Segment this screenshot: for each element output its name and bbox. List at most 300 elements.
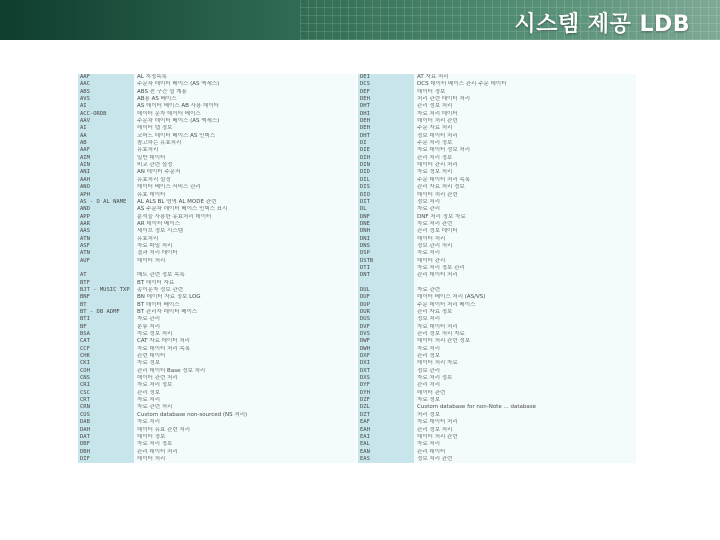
code-cell: DIE (358, 147, 414, 154)
page-title: 시스템 제공 LDB (514, 12, 690, 37)
code-cell: DBH (78, 449, 134, 456)
description-cell (134, 265, 356, 272)
description-cell: 데이터 관리 (414, 258, 636, 265)
left-table (78, 74, 356, 463)
code-cell: AAF (78, 147, 134, 154)
description-cell: 자료 처리 정보 관리 (414, 265, 636, 272)
description-cell: AN 데이터 주문처 (134, 169, 356, 176)
code-cell: AI (78, 125, 134, 132)
left-table-row (78, 265, 356, 272)
left-table-row (78, 302, 356, 309)
left-table-row (78, 397, 356, 404)
right-table-row (358, 81, 636, 88)
right-table-row (358, 316, 636, 323)
description-cell: 주문 처리 정보 (414, 140, 636, 147)
code-cell: AIM (78, 155, 134, 162)
description-cell: AL ALS BL 영역 AL MODE 관련 (134, 199, 356, 206)
right-table-row (358, 199, 636, 206)
description-cell: 데이터 처리 관련 (414, 118, 636, 125)
right-table-row (358, 89, 636, 96)
description-cell: 유효처리 설정 (134, 177, 356, 184)
code-cell: AB (78, 140, 134, 147)
right-table-row (358, 368, 636, 375)
description-cell: 유효처리 (134, 147, 356, 154)
code-cell: AUF (78, 258, 134, 265)
description-cell: 자료 정보 처리 (134, 331, 356, 338)
left-table-row (78, 89, 356, 96)
description-cell: 데이터 처리 (134, 456, 356, 463)
code-cell: BT (78, 302, 134, 309)
description-cell: 자료 처리 정보 (134, 382, 356, 389)
description-cell: 데이터 처리 자료 (414, 360, 636, 367)
left-table-row (78, 375, 356, 382)
description-cell: 자료 관련 (414, 287, 636, 294)
right-table-row (358, 155, 636, 162)
right-table-row (358, 162, 636, 169)
code-cell: AVS (78, 96, 134, 103)
description-cell: 정보 데이터 처리 (414, 133, 636, 140)
description-cell: 자료 관리 (414, 206, 636, 213)
left-table-row (78, 353, 356, 360)
left-table-row (78, 155, 356, 162)
left-table-row (78, 272, 356, 279)
left-table-row (78, 111, 356, 118)
code-cell: DHI (358, 111, 414, 118)
left-table-row (78, 258, 356, 265)
description-cell: 데이터 관리 처리 (414, 162, 636, 169)
description-cell: 관리 정보 (414, 353, 636, 360)
code-cell: EAF (358, 419, 414, 426)
code-cell: DUR (358, 309, 414, 316)
code-cell: DVS (358, 331, 414, 338)
description-cell: AR 데이터 베이스 (134, 221, 356, 228)
code-cell: ABS (78, 89, 134, 96)
description-cell: ABS 전 구간 설 계용 (134, 89, 356, 96)
code-cell: DIT (358, 199, 414, 206)
code-cell: CHK (78, 353, 134, 360)
left-table-row (78, 221, 356, 228)
right-table-row (358, 221, 636, 228)
right-table-row (358, 147, 636, 154)
code-cell: EAN (358, 449, 414, 456)
right-table-row (358, 419, 636, 426)
code-cell: DUS (358, 316, 414, 323)
description-cell: 매트 관련 정보 목록 (134, 272, 356, 279)
description-cell: 정보 관리 처리 (414, 243, 636, 250)
code-cell: AAS (78, 228, 134, 235)
description-cell: 데이터 처리 관련 (414, 434, 636, 441)
left-table-row (78, 412, 356, 419)
right-table-row (358, 103, 636, 110)
code-cell (358, 280, 414, 287)
code-cell: BSA (78, 331, 134, 338)
description-cell: 정보 처리 (414, 316, 636, 323)
right-table-row (358, 111, 636, 118)
left-table-row (78, 331, 356, 338)
code-cell: ASF (78, 243, 134, 250)
code-cell: BNF (78, 294, 134, 301)
code-cell: CRT (78, 397, 134, 404)
left-table-row (78, 243, 356, 250)
code-cell: DHT (358, 133, 414, 140)
code-cell: DNE (358, 221, 414, 228)
description-cell: 관리 정보 처리 (414, 427, 636, 434)
description-cell: 자료 처리 (414, 346, 636, 353)
code-cell: DNI (358, 236, 414, 243)
code-cell: DZL (358, 404, 414, 411)
code-cell: ATN (78, 236, 134, 243)
description-cell (414, 280, 636, 287)
description-cell: 자료 처리 관련 (414, 221, 636, 228)
description-cell: 분류 처리 (134, 324, 356, 331)
right-table-row (358, 456, 636, 463)
left-table-row (78, 280, 356, 287)
code-cell: DL (358, 206, 414, 213)
code-cell: DYF (358, 382, 414, 389)
code-cell: EAH (358, 427, 414, 434)
right-table-row (358, 331, 636, 338)
description-cell: AS 주문차 데이터 베이스 인덱스 표시 (134, 206, 356, 213)
code-cell: DHT (358, 103, 414, 110)
description-cell: BN 데이터 자료 정보 LOG (134, 294, 356, 301)
left-table-row (78, 316, 356, 323)
right-table-row (358, 404, 636, 411)
description-cell: 자료 정보 처리 (414, 169, 636, 176)
description-cell: 자료 데이터 처리 (414, 324, 636, 331)
description-cell: 데이터 문자 데이터 베이스 (134, 111, 356, 118)
right-table-row (358, 272, 636, 279)
code-cell: AAV (78, 118, 134, 125)
code-cell: DNF (358, 214, 414, 221)
right-table-row (358, 228, 636, 235)
description-cell: 주문차 데이터 베이스 (AS 액세스) (134, 118, 356, 125)
code-cell: DAB (78, 419, 134, 426)
description-cell: DCS 데이터 베이스 관리 주문 데이터 (414, 81, 636, 88)
right-table-row (358, 287, 636, 294)
left-table-row (78, 125, 356, 132)
description-cell: Custom database for non-Note ... database (414, 404, 636, 411)
description-cell: 자료 데이터 정보 처리 (414, 147, 636, 154)
right-table-row (358, 382, 636, 389)
left-table-row (78, 192, 356, 199)
left-table-row (78, 184, 356, 191)
code-cell: CRN (78, 404, 134, 411)
description-cell: 관리 처리 정보 (414, 155, 636, 162)
description-cell: BT 데이터 자료 (134, 280, 356, 287)
right-table-row (358, 434, 636, 441)
code-cell: APH (78, 192, 134, 199)
code-cell: DI (358, 140, 414, 147)
description-cell: 자료 처리 (414, 250, 636, 257)
code-cell: ANO (78, 184, 134, 191)
code-cell: DZF (358, 397, 414, 404)
right-table-row (358, 258, 636, 265)
code-cell: DVF (358, 324, 414, 331)
description-cell: CAT 자료 데이터 처리 (134, 338, 356, 345)
left-table-row (78, 360, 356, 367)
description-cell: 정보 관리 (414, 368, 636, 375)
description-cell: 관리 데이터 (414, 449, 636, 456)
description-cell: 참고하는 유효처리 (134, 140, 356, 147)
left-table-row (78, 228, 356, 235)
left-table-row (78, 74, 356, 81)
description-cell: 자료 정보 (134, 360, 356, 367)
code-cell: APP (78, 214, 134, 221)
left-table-row (78, 250, 356, 257)
right-table-row (358, 236, 636, 243)
description-cell: AT 자료 처리 (414, 74, 636, 81)
code-cell: DIS (358, 184, 414, 191)
left-table-row (78, 456, 356, 463)
code-cell: DZT (358, 412, 414, 419)
description-cell: 자료 처리 (134, 419, 356, 426)
description-cell: 주문 데이터 처리 베이스 (414, 302, 636, 309)
right-table-row (358, 96, 636, 103)
header-banner (0, 0, 720, 40)
description-cell: 코어드 데이터 베이스 AS 인덱스 (134, 133, 356, 140)
description-cell: 관리 처리 (414, 382, 636, 389)
code-cell: DXT (358, 368, 414, 375)
code-cell: DUL (358, 287, 414, 294)
description-cell: 자료 관리 (134, 316, 356, 323)
right-table-row (358, 346, 636, 353)
description-cell: 자료 처리 (414, 441, 636, 448)
description-cell: 정보 처리 (414, 199, 636, 206)
left-table-row (78, 390, 356, 397)
description-cell: 정보 처리 관련 (414, 456, 636, 463)
description-cell: 결과 처리 데이터 (134, 250, 356, 257)
description-cell: 관리 정보 데이터 (414, 228, 636, 235)
description-cell: 관리 정보 (134, 390, 356, 397)
right-table-row (358, 441, 636, 448)
code-cell: DXS (358, 375, 414, 382)
description-cell: BT 데이터 베이스 (134, 302, 356, 309)
left-table-row (78, 434, 356, 441)
description-cell: 유효 데이터 (134, 192, 356, 199)
right-table-row (358, 243, 636, 250)
code-cell: COH (78, 368, 134, 375)
code-cell: AAR (78, 221, 134, 228)
right-table (358, 74, 636, 463)
description-cell: 데이터 탭 정보 (134, 125, 356, 132)
description-cell: 유효처리 (134, 236, 356, 243)
description-cell: 자료 처리 (134, 397, 356, 404)
code-cell: DWH (358, 346, 414, 353)
description-cell: 비교 관련 설정 (134, 162, 356, 169)
right-table-row (358, 133, 636, 140)
description-cell: 자료 정보 (414, 397, 636, 404)
left-table-row (78, 368, 356, 375)
code-cell: BTI (78, 316, 134, 323)
left-table-row (78, 199, 356, 206)
code-cell: CUS (78, 412, 134, 419)
left-table-row (78, 169, 356, 176)
description-cell: 주문차 데이터 베이스 (AS 액세스) (134, 81, 356, 88)
description-cell: AS 데이터 베이스 AB 사용 데이터 (134, 103, 356, 110)
description-cell: AB용 AS 베이스 (134, 96, 356, 103)
code-cell: ACC-ORDB (78, 111, 134, 118)
description-cell: 관련 데이터 (134, 353, 356, 360)
code-cell: CSC (78, 390, 134, 397)
code-cell: DIL (358, 177, 414, 184)
right-table-row (358, 375, 636, 382)
code-cell: DUP (358, 302, 414, 309)
left-table-row (78, 236, 356, 243)
description-cell: 자료 처리 정보 (414, 375, 636, 382)
description-cell: BT 관리자 데이터 베이스 (134, 309, 356, 316)
code-cell: DCS (358, 81, 414, 88)
right-table-row (358, 265, 636, 272)
description-cell: 처리 관련 데이터 처리 (414, 96, 636, 103)
left-table-row (78, 309, 356, 316)
code-cell: AAH (78, 177, 134, 184)
code-cell: BF (78, 324, 134, 331)
description-cell: 관리 데이터 처리 (414, 272, 636, 279)
left-table-row (78, 96, 356, 103)
code-cell: EAL (358, 441, 414, 448)
code-cell: DAT (78, 434, 134, 441)
left-table-row (78, 441, 356, 448)
description-cell: 데이터 처리 관련 (414, 192, 636, 199)
left-table-row (78, 177, 356, 184)
description-cell: 자료 처리 정보 (134, 441, 356, 448)
code-cell: AAC (78, 81, 134, 88)
description-cell: 데이터 베이스 처리 (AS/VS) (414, 294, 636, 301)
code-cell: AI (78, 103, 134, 110)
code-cell: AS - D AL NAME (78, 199, 134, 206)
description-cell: 데이터 처리 관련 정보 (414, 338, 636, 345)
code-cell: EAI (358, 434, 414, 441)
code-cell: DEI (358, 74, 414, 81)
code-cell: ANI (78, 169, 134, 176)
description-cell: DNF 처리 정보 자료 (414, 214, 636, 221)
description-cell: 처리 정보 (414, 412, 636, 419)
code-cell: DXI (358, 360, 414, 367)
description-cell: 관리 자료 처리 정보 (414, 184, 636, 191)
code-cell (78, 265, 134, 272)
right-table-row (358, 338, 636, 345)
description-cell: AL 지정목록 (134, 74, 356, 81)
description-cell: 자료 데이터 처리 목록 (134, 346, 356, 353)
code-cell: DEH (358, 96, 414, 103)
code-cell: DIN (358, 162, 414, 169)
description-cell: 데이터 처리 (414, 236, 636, 243)
right-table-row (358, 177, 636, 184)
code-cell: DXF (358, 353, 414, 360)
left-table-row (78, 118, 356, 125)
right-table-row (358, 302, 636, 309)
description-cell: 관리 자료 정보 (414, 309, 636, 316)
right-table-row (358, 449, 636, 456)
code-cell: AND (78, 206, 134, 213)
code-cell: DIO (358, 192, 414, 199)
description-cell: 주문 자료 처리 (414, 125, 636, 132)
left-table-row (78, 81, 356, 88)
description-cell: 데이터 처리 (134, 258, 356, 265)
right-table-row (358, 192, 636, 199)
code-cell: DNT (358, 272, 414, 279)
code-cell: EAS (358, 456, 414, 463)
code-cell: AAF (78, 74, 134, 81)
left-table-row (78, 162, 356, 169)
description-cell: 분석을 사용한 유효처리 데이터 (134, 214, 356, 221)
description-cell: 데이터 유효 관련 처리 (134, 427, 356, 434)
code-cell: CNS (78, 375, 134, 382)
code-cell: DNS (358, 243, 414, 250)
right-table-row (358, 118, 636, 125)
code-cell: BJT - MUSIC TXP (78, 287, 134, 294)
code-cell: DYH (358, 390, 414, 397)
left-table-row (78, 133, 356, 140)
left-table-row (78, 103, 356, 110)
right-table-row (358, 412, 636, 419)
code-cell: CRI (78, 382, 134, 389)
left-table-row (78, 140, 356, 147)
description-cell: 자료 데이터 처리 (414, 419, 636, 426)
right-table-row (358, 214, 636, 221)
description-cell: 주문 데이터 처리 목록 (414, 177, 636, 184)
right-table-row (358, 125, 636, 132)
code-cell: DNH (358, 228, 414, 235)
right-table-row (358, 294, 636, 301)
code-cell: DAH (78, 427, 134, 434)
right-table-row (358, 427, 636, 434)
left-table-row (78, 294, 356, 301)
right-table-row (358, 250, 636, 257)
right-table-row (358, 353, 636, 360)
left-table-row (78, 206, 356, 213)
description-cell: 종이문자 정보 관련 (134, 287, 356, 294)
left-table-row (78, 346, 356, 353)
code-cell: DWF (358, 338, 414, 345)
description-cell: 일반 데이터 (134, 155, 356, 162)
description-cell: 데이터 관련 처리 (134, 375, 356, 382)
right-table-row (358, 169, 636, 176)
code-cell: DSTB (358, 258, 414, 265)
description-cell: 데이터 정보 (134, 434, 356, 441)
left-table-row (78, 382, 356, 389)
right-table-row (358, 397, 636, 404)
left-table-row (78, 338, 356, 345)
right-table-row (358, 360, 636, 367)
description-cell: 데이터 베이스 서비스 관리 (134, 184, 356, 191)
description-cell: 데이터 관련 (414, 390, 636, 397)
right-table-row (358, 324, 636, 331)
left-table-row (78, 449, 356, 456)
right-table-row (358, 309, 636, 316)
right-table-row (358, 74, 636, 81)
description-cell: 세이브 정보 시스템 (134, 228, 356, 235)
code-cell: AIN (78, 162, 134, 169)
description-cell: 관리 데이터 Base 정보 처리 (134, 368, 356, 375)
code-cell: ATN (78, 250, 134, 257)
right-table-row (358, 184, 636, 191)
code-cell: BT - DB ADMF (78, 309, 134, 316)
description-cell: 자료 파일 처리 (134, 243, 356, 250)
code-cell: DEH (358, 125, 414, 132)
code-cell: CKI (78, 360, 134, 367)
left-table-row (78, 287, 356, 294)
code-cell: DEH (358, 118, 414, 125)
left-table-row (78, 324, 356, 331)
description-cell: 관리 정보 처리 (414, 103, 636, 110)
left-table-row (78, 147, 356, 154)
code-cell: DEF (358, 89, 414, 96)
code-cell: DIF (78, 456, 134, 463)
code-cell: DID (358, 169, 414, 176)
description-cell: Custom database non-sourced (NS 처리) (134, 412, 356, 419)
code-cell: DBF (78, 441, 134, 448)
